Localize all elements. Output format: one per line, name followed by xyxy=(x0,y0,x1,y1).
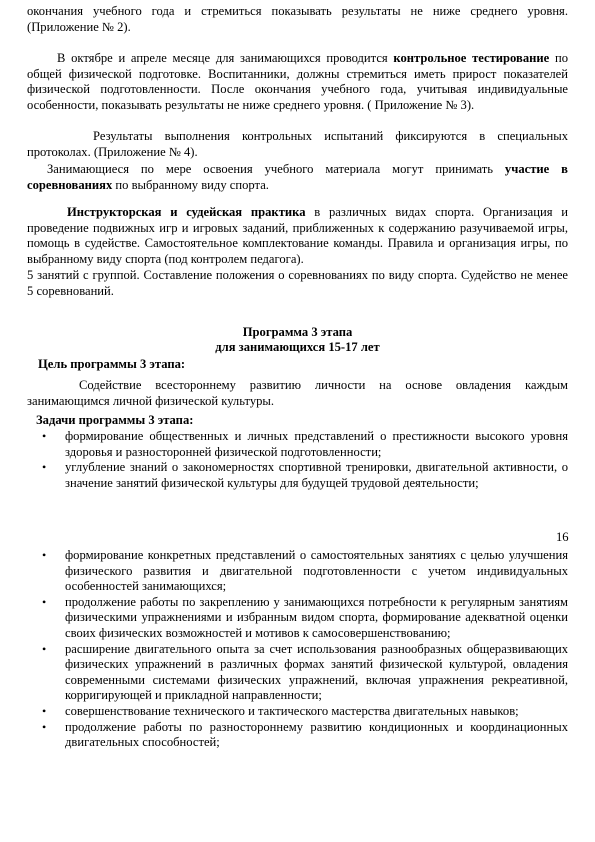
program-title: Программа 3 этапа xyxy=(242,325,353,339)
list-item xyxy=(20,642,568,704)
page-number: 16 xyxy=(556,530,569,544)
bullet-icon: • xyxy=(42,594,47,609)
list-item-text: совершенствование технического и тактического мастерства двигательных навыков; xyxy=(65,703,519,718)
list-item xyxy=(20,704,568,720)
list-item xyxy=(20,548,568,595)
tasks-heading: Задачи программы 3 этапа: xyxy=(36,413,194,427)
goal-heading: Цель программы 3 этапа: xyxy=(38,357,186,371)
list-item-text: формирование конкретных представлений о самостоятельных занятиях с целью улучшения физического развития и двигательной подготовленности с учетом индивидуальных особенностей занимающихся; xyxy=(65,548,568,594)
text-span: по общей физической подготовке. Воспитанники, должны стремиться иметь прирост показателей физической подготовленности. После окончания учебного года, учитывая индивидуальные особенности, показывать результаты не ниже среднего уровня. ( Приложение № 3). xyxy=(27,51,568,112)
bold-term-competitions: участие в соревнованиях xyxy=(27,162,568,192)
bullet-icon: • xyxy=(42,703,47,718)
program-subtitle: для занимающихся 15-17 лет xyxy=(215,340,380,354)
paragraph-protocols: Результаты выполнения контрольных испытаний фиксируются в специальных протоколах. (Приложение № 4). xyxy=(27,129,568,159)
list-item-text: углубление знаний о закономерностях спортивной тренировки, двигательной активности, о значение занятий физической культуры для будущей трудовой деятельности; xyxy=(65,460,568,490)
text-span: по выбранному виду спорта. xyxy=(112,177,269,192)
bold-term-instructor-practice: Инструкторская и судейская практика xyxy=(67,205,306,219)
bullet-icon: • xyxy=(42,719,47,734)
text-span: В октябре и апреле месяце для занимающихся проводится xyxy=(57,51,394,65)
paragraph-instructor-practice xyxy=(27,205,568,267)
bullet-icon: • xyxy=(42,460,47,475)
list-item xyxy=(20,720,568,751)
list-item-text: расширение двигательного опыта за счет использования разнообразных общеразвивающих физических упражнений в различных формах занятий физической культурой, овладения современными системами физических упражнений, включая упражнения рекреативной, корригирующей и прикладной направленности; xyxy=(65,641,568,703)
list-item-text: формирование общественных и личных представлений о престижности высокого уровня здоровья и разносторонней физической подготовленности; xyxy=(65,429,568,459)
bold-term-control-testing: контрольное тестирование xyxy=(393,51,550,65)
text-span: в различных видах спорта. Организация и проведение подвижных игр и игровых заданий, приближенных к содержанию разучиваемой игры, помощь в судействе. Самостоятельное комплектование команды. Правила и организация игры, по выбранному виду спорта (под контролем педагога). xyxy=(27,205,569,266)
list-item xyxy=(20,460,568,491)
bullet-icon: • xyxy=(42,548,47,562)
tasks-list-part1 xyxy=(20,429,568,491)
paragraph-competitions xyxy=(27,162,568,193)
tasks-list-part2 xyxy=(20,548,568,751)
paragraph-control-testing xyxy=(27,51,568,113)
paragraph-group-sessions: 5 занятий с группой. Составление положения о соревнованиях по виду спорта. Судейство не менее 5 соревнований. xyxy=(27,268,568,298)
list-item xyxy=(20,429,568,460)
list-item-text: продолжение работы по разностороннему развитию кондиционных и координационных двигательных способностей; xyxy=(65,719,568,750)
text-span: Занимающиеся по мере освоения учебного материала могут принимать xyxy=(47,162,505,176)
bullet-icon: • xyxy=(42,641,47,656)
goal-text: Содействие всестороннему развитию личности на основе овладения каждым занимающимся личной физической культуры. xyxy=(27,378,568,408)
bullet-icon: • xyxy=(42,429,47,443)
list-item-text: продолжение работы по закреплению у занимающихся потребности к регулярным занятиям физическими упражнениями и избранным видом спорта, формирование адекватной оценки своих физических возможностей и мотивов к самосовершенствованию; xyxy=(65,594,568,640)
list-item xyxy=(20,595,568,642)
paragraph-results-annex2: окончания учебного года и стремиться показывать результаты не ниже среднего уровня. (Приложение № 2). xyxy=(27,4,568,34)
